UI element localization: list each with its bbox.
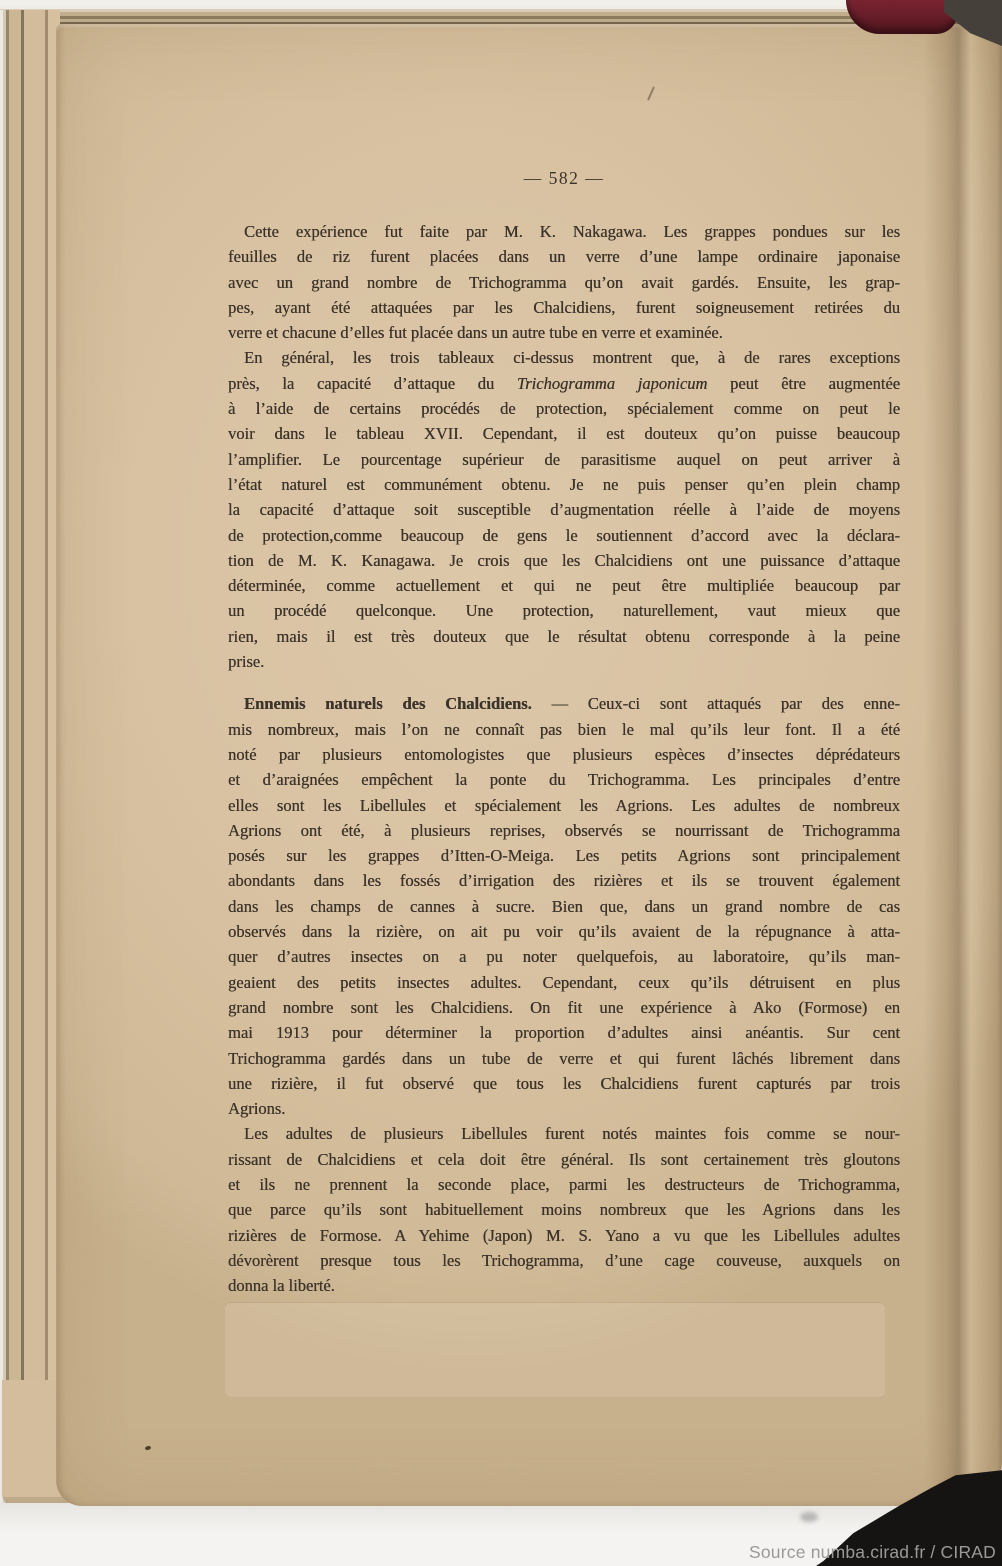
text-segment: donna la liberté.: [228, 1276, 335, 1296]
text-line: [228, 1223, 900, 1248]
text-line: [228, 244, 900, 269]
text-segment: l’état naturel est communément obtenu. Je ne puis penser qu’en plein champ: [228, 474, 900, 494]
text-line: [228, 598, 900, 623]
text-segment: quer d’autres insectes on a pu noter quelquefois, au laboratoire, qu’ils man-: [228, 947, 900, 967]
text-segment: posés sur les grappes d’Itten-O-Meiga. Les petits Agrions sont principalement: [228, 846, 900, 866]
text-line: [228, 970, 900, 995]
text-segment: Agrions.: [228, 1099, 286, 1119]
text-line: [228, 1147, 900, 1172]
text-line: [228, 1071, 900, 1096]
text-line: [228, 396, 900, 421]
paragraph: [228, 219, 900, 345]
text-line: [228, 767, 900, 792]
text-line: [228, 894, 900, 919]
text-segment: En général, les trois tableaux ci-dessus montrent que, à de rares exceptions: [244, 348, 900, 368]
text-segment: l’amplifier. Le pourcentage supérieur de parasitisme auquel on peut arriver à: [228, 449, 900, 469]
text-line: [228, 649, 900, 674]
text-segment: Agrions ont été, à plusieurs reprises, observés se nourrissant de Trichogramma: [228, 820, 900, 840]
text-line: [228, 1273, 900, 1298]
plate-impression: [225, 1302, 885, 1398]
text-line: [228, 219, 900, 244]
watermark: Source numba.cirad.fr / CIRAD: [749, 1542, 996, 1562]
text-line: [228, 818, 900, 843]
text-segment: la capacité d’attaque soit susceptible d’augmentation réelle à l’aide de moyens: [228, 500, 900, 520]
text-line: [228, 1248, 900, 1273]
text-segment: et d’araignées empêchent la ponte du Trichogramma. Les principales d’entre: [228, 770, 900, 790]
text-line: [228, 717, 900, 742]
text-line: [228, 868, 900, 893]
text-segment: peut être augmentée: [707, 373, 900, 393]
text-segment: Trichogramma gardés dans un tube de verre et qui furent lâchés librement dans: [228, 1048, 900, 1068]
text-block: [228, 219, 900, 1298]
text-segment: avec un grand nombre de Trichogramma qu’on avait gardés. Ensuite, les grap-: [228, 272, 900, 292]
text-line: [228, 270, 900, 295]
text-line: [228, 371, 900, 396]
text-segment: Cette expérience fut faite par M. K. Nakagawa. Les grappes pondues sur les: [244, 222, 900, 241]
text-segment: dévorèrent presque tous les Trichogramma, d’une cage couveuse, auxquels on: [228, 1250, 900, 1270]
text-segment: rissant de Chalcidiens et cela doit être général. Ils sont certainement très gloutons: [228, 1149, 900, 1169]
text-segment: déterminée, comme actuellement et qui ne peut être multipliée beaucoup par: [228, 576, 900, 596]
text-line: [228, 320, 900, 345]
paragraph: [228, 691, 900, 1121]
text-segment: pes, ayant été attaquées par les Chalcidiens, furent soigneusement retirées du: [228, 297, 900, 317]
text-line: [228, 793, 900, 818]
text-segment: prise.: [228, 652, 265, 672]
text-line: [228, 497, 900, 522]
paragraph: [228, 1121, 900, 1298]
text-segment: abondants dans les fossés d’irrigation des rizières et ils se trouvent également: [228, 871, 900, 891]
text-segment: — Ceux-ci sont attaqués par des enne-: [531, 694, 900, 714]
text-line: [228, 995, 900, 1020]
text-segment: à l’aide de certains procédés de protection, spécialement comme on peut le: [228, 399, 900, 419]
text-segment: que parce qu’ils sont habituellement moins nombreux que les Agrions dans les: [228, 1200, 900, 1220]
text-line: [228, 919, 900, 944]
text-segment: une rizière, il fut observé que tous les Chalcidiens furent capturés par trois: [228, 1073, 900, 1093]
text-segment: Les adultes de plusieurs Libellules furent notés maintes fois comme se nour-: [244, 1124, 900, 1144]
text-line: [228, 1121, 900, 1146]
text-line: [228, 1046, 900, 1071]
page-number: — 582 —: [523, 168, 605, 188]
text-segment: un procédé quelconque. Une protection, naturellement, vaut mieux que: [228, 601, 900, 621]
text-segment: feuilles de riz furent placées dans un verre d’une lampe ordinaire japonaise: [228, 247, 900, 267]
text-line: [228, 1172, 900, 1197]
text-line: [228, 573, 900, 598]
text-line: [228, 624, 900, 649]
text-segment: de protection,comme beaucoup de gens le soutiennent d’accord avec la déclara-: [228, 525, 900, 545]
text-segment: observés dans la rizière, on ait pu voir qu’ils avaient de la répugnance à atta-: [228, 922, 900, 942]
text-segment: voir dans le tableau XVII. Cependant, il est douteux qu’on puisse beaucoup: [228, 424, 900, 444]
text-line: [228, 1197, 900, 1222]
text-line: [228, 421, 900, 446]
book-headband: [846, 0, 958, 34]
text-segment: tion de M. K. Kanagawa. Je crois que les Chalcidiens ont une puissance d’attaque: [228, 550, 900, 570]
text-line: [228, 1096, 900, 1121]
scan-smudge: [800, 1512, 818, 1522]
text-line: [228, 472, 900, 497]
text-segment: dans les champs de cannes à sucre. Bien que, dans un grand nombre de cas: [228, 896, 900, 916]
text-segment: verre et chacune d’elles fut placée dans un autre tube en verre et examinée.: [228, 323, 723, 343]
text-segment: geaient des petits insectes adultes. Cependant, ceux qu’ils détruisent en plus: [228, 972, 900, 992]
text-segment: mis nombreux, mais l’on ne connaît pas bien le mal qu’ils leur font. Il a été: [228, 719, 900, 739]
text-segment: près, la capacité d’attaque du: [228, 373, 517, 393]
text-segment: elles sont les Libellules et spécialement les Agrions. Les adultes de nombreux: [228, 795, 900, 815]
text-line: [228, 944, 900, 969]
text-segment: et ils ne prennent la seconde place, parmi les destructeurs de Trichogramma,: [228, 1174, 900, 1194]
text-segment: grand nombre sont les Chalcidiens. On fit une expérience à Ako (Formose) en: [228, 997, 900, 1017]
text-line: [228, 843, 900, 868]
text-line: [228, 447, 900, 472]
page-fold-shading: [924, 24, 1002, 1506]
page-stack-left-edge: [0, 10, 60, 1506]
text-segment: mai 1913 pour déterminer la proportion d’adultes ainsi anéantis. Sur cent: [228, 1023, 900, 1043]
text-segment: noté par plusieurs entomologistes que plusieurs espèces d’insectes déprédateurs: [228, 744, 900, 764]
text-segment: rizières de Formose. A Yehime (Japon) M. S. Yano a vu que les Libellules adultes: [228, 1225, 900, 1245]
text-line: [228, 742, 900, 767]
text-segment: Ennemis naturels des Chalcidiens.: [244, 694, 532, 714]
text-line: [228, 295, 900, 320]
text-line: [228, 548, 900, 573]
paragraph: [228, 345, 900, 674]
text-line: [228, 691, 900, 716]
text-line: [228, 523, 900, 548]
text-line: [228, 1020, 900, 1045]
text-line: [228, 345, 900, 370]
text-segment: Trichogramma japonicum: [516, 373, 708, 393]
text-segment: rien, mais il est très douteux que le résultat obtenu corresponde à la peine: [228, 626, 900, 646]
